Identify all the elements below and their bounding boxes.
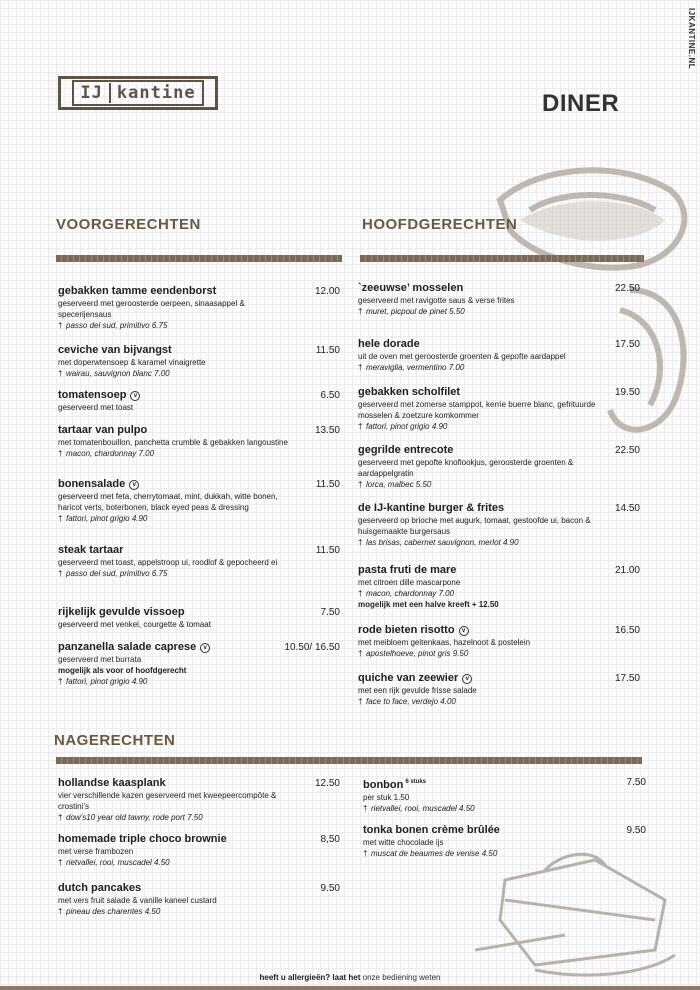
section-divider <box>56 255 342 262</box>
dish-price: 7.50 <box>320 607 340 618</box>
dish-description: geserveerd met toast <box>58 403 134 412</box>
wine-pairing <box>358 306 608 317</box>
wine-pairing-text: meraviglia, vermentino 7.00 <box>366 363 465 372</box>
wine-pairing <box>358 537 608 548</box>
wine-pairing-text: passo del sud, primitivo 6.75 <box>66 321 168 330</box>
dish-name <box>58 640 298 654</box>
dish-name-text: bonbon <box>363 779 404 791</box>
wine-pairing <box>363 848 603 859</box>
wine-pairing <box>58 906 298 917</box>
dish-quantity-note: 6 stuks <box>405 779 427 785</box>
wine-pairing <box>58 857 298 868</box>
wine-pairing-text: dow’s10 year old tawny, rode port 7.50 <box>66 813 203 822</box>
wine-pairing-text: rietvallei, rooi, muscadel 4.50 <box>66 858 170 867</box>
dish-name-text: tonka bonen crème brûlée <box>363 824 500 836</box>
menu-item <box>58 881 298 917</box>
dish-name-text: ceviche van bijvangst <box>58 344 172 356</box>
dish-name-text: gebakken scholfilet <box>358 386 461 398</box>
menu-item <box>58 543 298 579</box>
dish-description: met meibloem geitenkaas, hazelnoot & postelein <box>358 638 531 647</box>
wine-pairing-text: macon, chardonnay 7.00 <box>66 449 155 458</box>
vegetarian-icon: v <box>130 391 140 401</box>
dish-name <box>363 823 603 837</box>
dish-description: met vers fruit salade & vanille kaneel custard <box>58 896 217 905</box>
wine-glass-icon: † <box>58 813 63 822</box>
dish-price: 16.50 <box>614 625 640 636</box>
section-divider <box>360 255 644 262</box>
dish-name-text: hele dorade <box>358 338 420 350</box>
wine-pairing <box>358 588 608 599</box>
wine-pairing-text: pineau des charentes 4.50 <box>66 907 161 916</box>
dish-name <box>58 343 298 357</box>
dish-description: geserveerd met geroosterde oerpeen, sinaasappel & specerijensaus <box>58 299 245 319</box>
section-title-voorgerechten: VOORGERECHTEN <box>56 216 201 233</box>
wine-glass-icon: † <box>363 849 368 858</box>
wine-glass-icon: † <box>358 649 363 658</box>
wine-glass-icon: † <box>58 514 63 523</box>
wine-glass-icon: † <box>358 538 363 547</box>
wine-pairing-text: las brisas, cabernet sauvignon, merlot 4.90 <box>366 538 519 547</box>
menu-item <box>58 832 298 868</box>
dish-description: geserveerd met ravigotte saus & verse frites <box>358 296 515 305</box>
footer-text-bold: heeft u allergieën? laat het <box>259 973 361 982</box>
dish-description: met verse frambozen <box>58 847 134 856</box>
wine-pairing-text: rietvallei, rooi, muscadel 4.50 <box>371 804 475 813</box>
dish-name <box>58 477 298 491</box>
dish-name-text: de IJ-kantine burger & frites <box>358 502 505 514</box>
wine-glass-icon: † <box>58 677 63 686</box>
menu-item <box>363 823 603 859</box>
dish-name-text: rijkelijk gevulde vissoep <box>58 606 185 618</box>
section-title-hoofdgerechten: HOOFDGERECHTEN <box>362 216 518 233</box>
wine-glass-icon: † <box>58 858 63 867</box>
dish-name <box>58 388 298 402</box>
menu-item <box>58 284 298 331</box>
menu-item <box>58 423 298 459</box>
dish-name <box>58 423 298 437</box>
wine-pairing <box>358 421 608 432</box>
wine-glass-icon: † <box>358 307 363 316</box>
menu-item <box>58 605 298 630</box>
allergy-footer <box>0 973 700 982</box>
wine-pairing <box>58 568 298 579</box>
wine-glass-icon: † <box>363 804 368 813</box>
dish-name-text: pasta fruti de mare <box>358 564 457 576</box>
dish-price: 21.00 <box>614 565 640 576</box>
wine-pairing-text: wairau, sauvignon blanc 7.00 <box>66 369 170 378</box>
dish-name-text: tomatensoep <box>58 389 127 401</box>
dish-price: 6.50 <box>320 390 340 401</box>
website-vertical-text: IJKANTINE.NL <box>687 8 696 70</box>
vegetarian-icon: v <box>459 626 469 636</box>
dish-name-text: `zeeuwse’ mosselen <box>358 282 464 294</box>
menu-item <box>363 775 603 814</box>
dish-price: 7.50 <box>626 777 646 788</box>
dish-description: met een rijk gevulde frisse salade <box>358 686 477 695</box>
dish-description: met witte chocolade ijs <box>363 838 444 847</box>
dish-description: met doperwtensoep & karamel vinaigrette <box>58 358 206 367</box>
wine-glass-icon: † <box>358 480 363 489</box>
menu-item <box>58 477 298 524</box>
dish-price: 22.50 <box>614 445 640 456</box>
dish-note: mogelijk als voor of hoofdgerecht <box>58 666 187 675</box>
wine-glass-icon: † <box>358 363 363 372</box>
wine-pairing <box>58 513 298 524</box>
wine-pairing-text: apostelhoeve, pinot gris 9.50 <box>366 649 469 658</box>
dish-price: 11.50 <box>315 345 340 356</box>
dish-price: 8,50 <box>320 834 340 845</box>
vegetarian-icon: v <box>200 643 210 653</box>
dish-name <box>363 775 603 792</box>
dish-name-text: steak tartaar <box>58 544 124 556</box>
dish-description: geserveerd met zomerse stamppot, kerrie buerre blanc, gefrituurde mosselen & zoetzure komkommer <box>358 400 596 420</box>
dish-price: 17.50 <box>614 673 640 684</box>
dish-price: 22.50 <box>614 283 640 294</box>
dish-name-text: homemade triple choco brownie <box>58 833 227 845</box>
wine-pairing <box>58 368 298 379</box>
dish-name <box>58 543 298 557</box>
wine-pairing-text: fattori, pinot grigio 4.90 <box>66 677 148 686</box>
dish-description: met citroen dille mascarpone <box>358 578 461 587</box>
dish-description: uit de oven met geroosterde groenten & gepofte aardappel <box>358 352 566 361</box>
page-title: DINER <box>542 90 620 117</box>
wine-glass-icon: † <box>58 449 63 458</box>
dish-name-text: tartaar van pulpo <box>58 424 148 436</box>
logo-ij: IJ <box>80 83 110 103</box>
dish-price: 11.50 <box>315 479 340 490</box>
dish-name-text: dutch pancakes <box>58 882 142 894</box>
dish-price: 11.50 <box>315 545 340 556</box>
section-divider <box>56 757 642 764</box>
dish-description: vier verschillende kazen geserveerd met kweepeercompôte & crostini’s <box>58 791 277 811</box>
wine-glass-icon: † <box>358 697 363 706</box>
wine-pairing <box>58 448 298 459</box>
wine-glass-icon: † <box>358 589 363 598</box>
wine-pairing-text: muscat de beaumes de venise 4.50 <box>371 849 498 858</box>
menu-item <box>58 388 298 413</box>
vegetarian-icon: v <box>129 480 139 490</box>
dish-name-text: gebakken tamme eendenborst <box>58 285 217 297</box>
wine-glass-icon: † <box>58 321 63 330</box>
wine-glass-icon: † <box>58 907 63 916</box>
menu-item <box>58 776 298 823</box>
wine-pairing-text: face to face, verdejo 4.00 <box>366 697 456 706</box>
dish-price: 12.00 <box>314 286 340 297</box>
wine-glass-icon: † <box>58 569 63 578</box>
dish-description: geserveerd met toast, appelstroop ui, roodlof & gepocheerd ei <box>58 558 278 567</box>
dish-description: geserveerd op brioche met augurk, tomaat, gestoofde ui, bacon & huisgemaakte burgersaus <box>358 516 591 536</box>
dish-description: geserveerd met gepofte knoflookjus, geroosterde groenten & aardappelgratin <box>358 458 574 478</box>
wine-pairing-text: macon, chardonnay 7.00 <box>366 589 455 598</box>
dish-price: 13.50 <box>314 425 340 436</box>
dish-name-text: hollandse kaasplank <box>58 777 166 789</box>
wine-pairing-text: passo del sud, primitivo 6.75 <box>66 569 168 578</box>
dish-price: 14.50 <box>614 503 640 514</box>
cake-illustration <box>475 840 685 980</box>
dish-name <box>58 832 298 846</box>
ij-kantine-logo <box>58 76 218 110</box>
dish-price: 9.50 <box>320 883 340 894</box>
wine-glass-icon: † <box>58 369 63 378</box>
logo-kantine: kantine <box>116 83 196 103</box>
dish-price: 19.50 <box>614 387 640 398</box>
wine-pairing-text: muret, picpoul de pinet 5.50 <box>366 307 465 316</box>
dish-price: 12.50 <box>314 778 340 789</box>
wine-pairing-text: lorca, malbec 5.50 <box>366 480 432 489</box>
wine-pairing <box>58 676 298 687</box>
menu-item <box>58 640 298 687</box>
dish-name <box>58 605 298 619</box>
dish-name-text: quiche van zeewier <box>358 672 459 684</box>
vegetarian-icon: v <box>462 674 472 684</box>
dish-note: mogelijk met een halve kreeft + 12.50 <box>358 600 499 609</box>
dish-price: 10.50/ 16.50 <box>284 642 340 653</box>
wine-pairing <box>58 320 298 331</box>
dish-name-text: rode bieten risotto <box>358 624 455 636</box>
wine-pairing-text: fattori, pinot grigio 4.90 <box>366 422 448 431</box>
wine-pairing <box>363 803 603 814</box>
dish-name-text: panzanella salade caprese <box>58 641 197 653</box>
wine-pairing <box>358 696 608 707</box>
wine-pairing <box>358 648 608 659</box>
dish-name <box>58 881 298 895</box>
wine-pairing-text: fattori, pinot grigio 4.90 <box>66 514 148 523</box>
wine-glass-icon: † <box>358 422 363 431</box>
dish-name <box>58 776 298 790</box>
dish-name-text: bonensalade <box>58 478 126 490</box>
dish-name-text: gegrilde entrecote <box>358 444 454 456</box>
dish-description: geserveerd met feta, cherrytomaat, mint, dukkah, witte bonen, haricot verts, boterbonen, black eyed peas & dressing <box>58 492 278 512</box>
dish-description: per stuk 1.50 <box>363 793 410 802</box>
wine-pairing <box>358 362 608 373</box>
wine-pairing <box>358 479 608 490</box>
dish-price: 9.50 <box>626 825 646 836</box>
wine-pairing <box>58 812 298 823</box>
menu-item <box>58 343 298 379</box>
dish-description: geserveerd met burrata <box>58 655 142 664</box>
dish-price: 17.50 <box>614 339 640 350</box>
footer-text: onze bediening weten <box>362 973 441 982</box>
dish-name <box>58 284 298 298</box>
bottom-bar <box>0 986 700 990</box>
dish-description: geserveerd met venkel, courgette & tomaat <box>58 620 211 629</box>
section-title-nagerechten: NAGERECHTEN <box>54 732 176 749</box>
dish-description: met tomatenbouillon, panchetta crumble & gebakken langoustine <box>58 438 288 447</box>
